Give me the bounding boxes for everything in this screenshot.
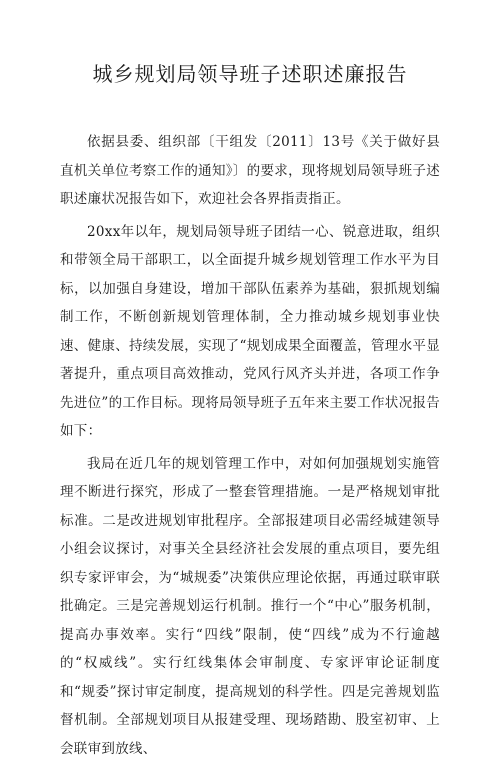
paragraph-intro: 依据县委、组织部〔干组发〔2011〕13号《关于做好县直机关单位考察工作的通知》〕的要求，现将规划局领导班子述职述廉状况报告如下，欢迎社会各界指责指正。 [60, 128, 440, 214]
document-title: 城乡规划局领导班子述职述廉报告 [60, 60, 440, 88]
paragraph-management: 我局在近几年的规划管理工作中，对如何加强规划实施管理不断进行探究，形成了一整套管理措施。一是严格规划审批标准。二是改进规划审批程序。全部报建项目必需经城建领导小组会议探讨，对事关全县经济社会发展的重点项目，要先组织专家评审会，为“城规委”决策供应理论依据，再通过联审联批确定。三是完善规划运行机制。推行一个“中心”服务机制，提高办事效率。实行“四线”限制，使“四线”成为不行逾越的“权威线”。实行红线集体会审制度、专家评审论证制度和“规委”探讨审定制度，提高规划的科学性。四是完善规划监督机制。全部规划项目从报建受理、现场踏勘、股室初审、上会联审到放线、 [60, 450, 440, 763]
paragraph-overview: 20xx年以年，规划局领导班子团结一心、锐意进取，组织和带领全局干部职工，以全面提升城乡规划管理工作水平为目标，以加强自身建设，增加干部队伍素养为基础，狠抓规划编制工作，不断创新规划管理体制，全力推动城乡规划事业快速、健康、持续发展，实现了“规划成果全面覆盖，管理水平显著提升，重点项目高效推动，党风行风齐头并进，各项工作争先进位”的工作目标。现将局领导班子五年来主要工作状况报告如下： [60, 218, 440, 446]
